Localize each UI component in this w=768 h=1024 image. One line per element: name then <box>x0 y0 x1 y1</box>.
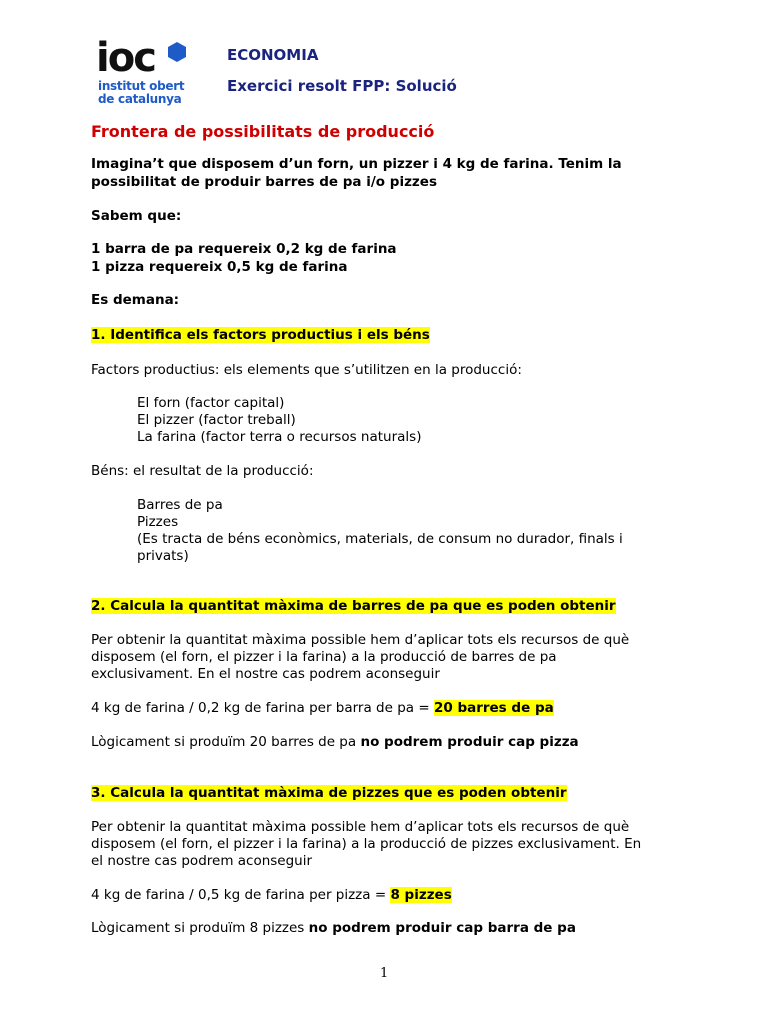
q3-conclusion-text: Lògicament si produïm 8 pizzes <box>91 920 309 936</box>
q2-paragraph-line-3: exclusivament. En el nostre cas podrem aconseguir <box>91 666 440 682</box>
question-2 <box>91 598 691 615</box>
section-heading: Frontera de possibilitats de producció <box>91 122 435 141</box>
q2-paragraph-line-2: disposem (el forn, el pizzer i la farina) a la producció de barres de pa <box>91 649 557 665</box>
ioc-logo <box>96 35 196 106</box>
question-3-text: 3. Calcula la quantitat màxima de pizzes que es poden obtenir <box>91 785 567 801</box>
q3-conclusion-bold: no podrem produir cap barra de pa <box>308 920 576 936</box>
logo-line1: institut obert <box>98 79 185 93</box>
demana-label: Es demana: <box>91 292 180 308</box>
sabem-label: Sabem que: <box>91 208 182 224</box>
q3-paragraph-line-2: disposem (el forn, el pizzer i la farina) a la producció de pizzes exclusivament. En <box>91 836 642 852</box>
question-1 <box>91 327 691 344</box>
document-title: Exercici resolt FPP: Solució <box>227 77 457 95</box>
q2-conclusion-text: Lògicament si produïm 20 barres de pa <box>91 734 361 750</box>
q3-calculation <box>91 887 691 904</box>
factors-definition: Factors productius: els elements que s’utilitzen en la producció: <box>91 362 522 378</box>
factor-item-treball: El pizzer (factor treball) <box>137 412 296 428</box>
question-2-text: 2. Calcula la quantitat màxima de barres de pa que es poden obtenir <box>91 598 616 614</box>
q3-conclusion <box>91 920 691 937</box>
q2-result: 20 barres de pa <box>433 700 554 716</box>
bens-item-pizzes: Pizzes <box>137 514 179 530</box>
logo-line2: de catalunya <box>98 92 182 106</box>
intro-line-1: Imagina’t que disposem d’un forn, un pizzer i 4 kg de farina. Tenim la <box>91 156 622 172</box>
bens-item-barres: Barres de pa <box>137 497 223 513</box>
q3-result: 8 pizzes <box>390 887 452 903</box>
q2-calc-text: 4 kg de farina / 0,2 kg de farina per barra de pa = <box>91 700 434 716</box>
requirement-2: 1 pizza requereix 0,5 kg de farina <box>91 259 348 275</box>
hexagon-icon <box>168 42 186 62</box>
subject-title: ECONOMIA <box>227 46 319 64</box>
page-number: 1 <box>380 966 389 981</box>
q3-calc-text: 4 kg de farina / 0,5 kg de farina per pizza = <box>91 887 391 903</box>
factor-item-capital: El forn (factor capital) <box>137 395 285 411</box>
q3-paragraph-line-1: Per obtenir la quantitat màxima possible hem d’aplicar tots els recursos de què <box>91 819 630 835</box>
question-3 <box>91 785 691 802</box>
logo-main-text: ioc <box>96 35 155 81</box>
bens-note-line-2: privats) <box>137 548 189 564</box>
q2-conclusion-bold: no podrem produir cap pizza <box>360 734 579 750</box>
bens-note-line-1: (Es tracta de béns econòmics, materials, de consum no durador, finals i <box>137 531 623 547</box>
intro-line-2: possibilitat de produir barres de pa i/o pizzes <box>91 174 437 190</box>
q2-calculation <box>91 700 691 717</box>
factor-item-terra: La farina (factor terra o recursos naturals) <box>137 429 422 445</box>
bens-definition: Béns: el resultat de la producció: <box>91 463 314 479</box>
q2-conclusion <box>91 734 691 751</box>
requirement-1: 1 barra de pa requereix 0,2 kg de farina <box>91 241 397 257</box>
q3-paragraph-line-3: el nostre cas podrem aconseguir <box>91 853 313 869</box>
q2-paragraph-line-1: Per obtenir la quantitat màxima possible hem d’aplicar tots els recursos de què <box>91 632 630 648</box>
question-1-text: 1. Identifica els factors productius i els béns <box>91 327 430 343</box>
